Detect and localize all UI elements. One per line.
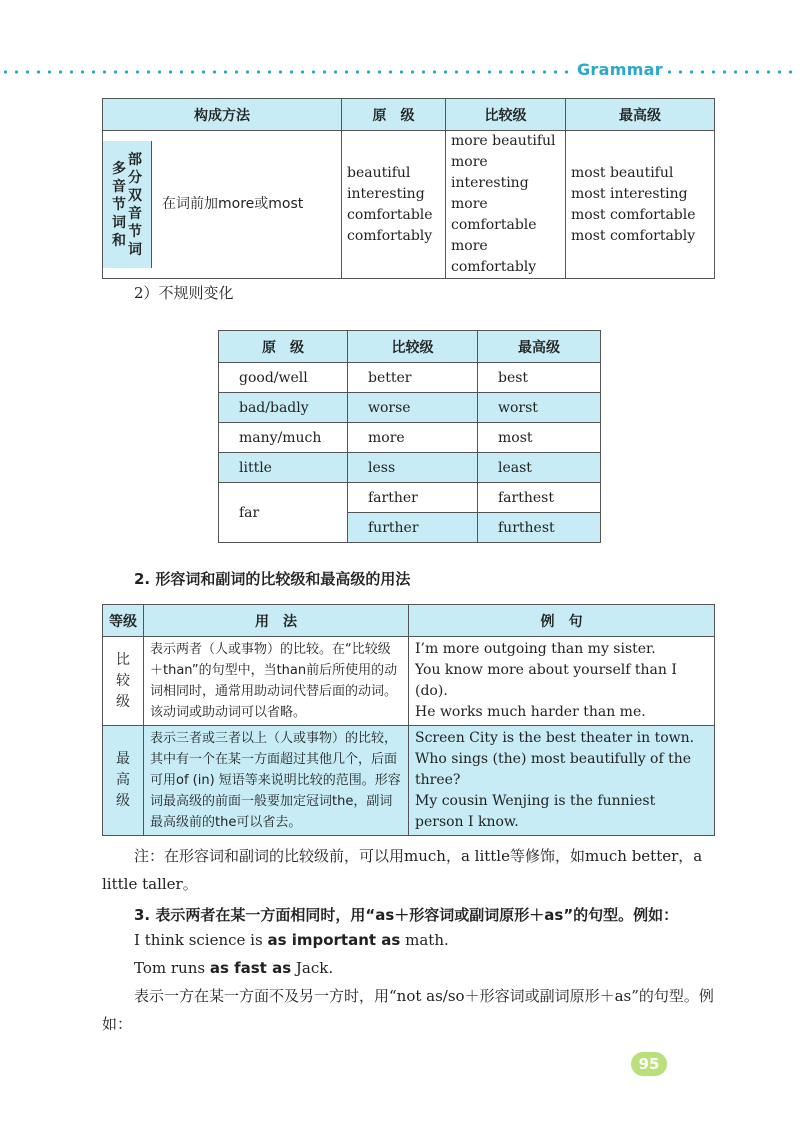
- superlative-item: most beautiful: [571, 164, 674, 181]
- example-2: [134, 954, 333, 982]
- superlative-cell: most: [478, 423, 601, 453]
- row-label-cell: [103, 141, 152, 268]
- col-method: 构成方法: [103, 99, 342, 131]
- base-item: comfortable: [347, 206, 433, 223]
- comparative-item: more comfortable: [451, 196, 537, 233]
- usage-cell: 表示两者（人或事物）的比较。在“比较级＋than”的句型中，当than前后所使用的动词相同时，通常用助动词代替后面的动词。该动词或助动词可以省略。: [144, 637, 409, 726]
- note: 注：在形容词和副词的比较级前，可以用much，a little等修饰，如much better，a little taller。: [102, 847, 703, 893]
- example-bold: as important as: [267, 931, 401, 949]
- col-comparative: 比较级: [348, 331, 478, 363]
- col-usage: 用 法: [144, 605, 409, 637]
- usage-table: [102, 604, 715, 836]
- example-sentence: He works much harder than me.: [415, 704, 646, 720]
- level-cell: [103, 726, 144, 836]
- comparative-cell: worse: [348, 393, 478, 423]
- comparative-cell: better: [348, 363, 478, 393]
- page-number: 95: [631, 1052, 667, 1076]
- col-examples: 例 句: [409, 605, 715, 637]
- header-title: Grammar: [577, 60, 663, 79]
- example-text: Jack.: [291, 959, 334, 977]
- base-cell: many/much: [219, 423, 348, 453]
- table-row: [103, 131, 715, 279]
- superlative-cell: best: [478, 363, 601, 393]
- example-1: [134, 926, 449, 954]
- table-row: [103, 637, 715, 726]
- section-2-heading: 2. 形容词和副词的比较级和最高级的用法: [134, 570, 411, 588]
- base-item: interesting: [347, 185, 425, 202]
- usage-cell: 表示三者或三者以上（人或事物）的比较，其中有一个在某一方面超过其他几个，后面可用of (in) 短语等来说明比较的范围。形容词最高级的前面一般要加定冠词the，副词最高级前的the可以省去。: [144, 726, 409, 836]
- col-base: 原 级: [219, 331, 348, 363]
- base-item: beautiful: [347, 164, 411, 181]
- level-char: 级: [116, 693, 130, 710]
- base-cell: far: [219, 483, 348, 543]
- table-header-row: [219, 331, 601, 363]
- regular-forms-table: [102, 98, 715, 279]
- col-base: 原 级: [342, 99, 446, 131]
- last-paragraph: 表示一方在某一方面不及另一方时，用“not as/so＋形容词或副词原形＋as”的句型。例如：: [102, 987, 714, 1033]
- example-text: I think science is: [134, 931, 268, 949]
- table-row: [219, 483, 601, 513]
- base-cell: bad/badly: [219, 393, 348, 423]
- base-cell: [342, 131, 446, 279]
- superlative-cell: worst: [478, 393, 601, 423]
- superlative-item: most interesting: [571, 185, 688, 202]
- header-dots-left: [0, 70, 570, 74]
- superlative-item: most comfortable: [571, 206, 696, 223]
- level-char: 比: [116, 651, 130, 668]
- col-superlative: 最高级: [566, 99, 715, 131]
- section-3-heading: 3. 表示两者在某一方面相同时，用“as＋形容词或副词原形＋as”的句型。例如：: [134, 906, 679, 924]
- comparative-cell: less: [348, 453, 478, 483]
- comparative-cell: [446, 131, 566, 279]
- col-comparative: 比较级: [446, 99, 566, 131]
- table-row: [219, 453, 601, 483]
- level-char: 较: [116, 672, 130, 689]
- row-label-left: 多音节词和: [112, 160, 126, 249]
- example-text: math.: [400, 931, 449, 949]
- table-row: [103, 726, 715, 836]
- superlative-item: most comfortably: [571, 227, 696, 244]
- example-bold: as fast as: [209, 959, 292, 977]
- comparative-cell: more: [348, 423, 478, 453]
- example-sentence: Who sings (the) most beautifully of the three?: [415, 751, 692, 788]
- table-header-row: [103, 99, 715, 131]
- base-item: comfortably: [347, 227, 433, 244]
- level-cell: [103, 637, 144, 726]
- base-cell: good/well: [219, 363, 348, 393]
- comparative-item: more interesting: [451, 154, 529, 191]
- table-row: [219, 423, 601, 453]
- table-header-row: [103, 605, 715, 637]
- level-char: 高: [116, 772, 130, 788]
- irregular-forms-table: [218, 330, 601, 543]
- header-dots-right: [664, 70, 800, 74]
- base-cell: little: [219, 453, 348, 483]
- superlative-cell: furthest: [478, 513, 601, 543]
- level-char: 最: [116, 751, 130, 767]
- example-sentence: My cousin Wenjing is the funniest person I know.: [415, 793, 656, 830]
- table-row: [219, 363, 601, 393]
- col-superlative: 最高级: [478, 331, 601, 363]
- level-char: 级: [116, 793, 130, 809]
- col-level: 等级: [103, 605, 144, 637]
- comparative-item: more beautiful: [451, 133, 556, 149]
- example-sentence: You know more about yourself than I (do).: [415, 662, 677, 699]
- comparative-item: more comfortably: [451, 238, 537, 275]
- row-label-right: 部分双音节词: [128, 151, 142, 258]
- comparative-cell: farther: [348, 483, 478, 513]
- example-text: Tom runs: [134, 959, 210, 977]
- examples-cell: [409, 637, 715, 726]
- superlative-cell: least: [478, 453, 601, 483]
- superlative-cell: [566, 131, 715, 279]
- method-text: 在词前加more或most: [162, 196, 304, 212]
- comparative-cell: further: [348, 513, 478, 543]
- table-row: [219, 393, 601, 423]
- irregular-heading: 2）不规则变化: [134, 284, 234, 302]
- examples-cell: [409, 726, 715, 836]
- example-sentence: I’m more outgoing than my sister.: [415, 641, 656, 657]
- superlative-cell: farthest: [478, 483, 601, 513]
- example-sentence: Screen City is the best theater in town.: [415, 730, 695, 746]
